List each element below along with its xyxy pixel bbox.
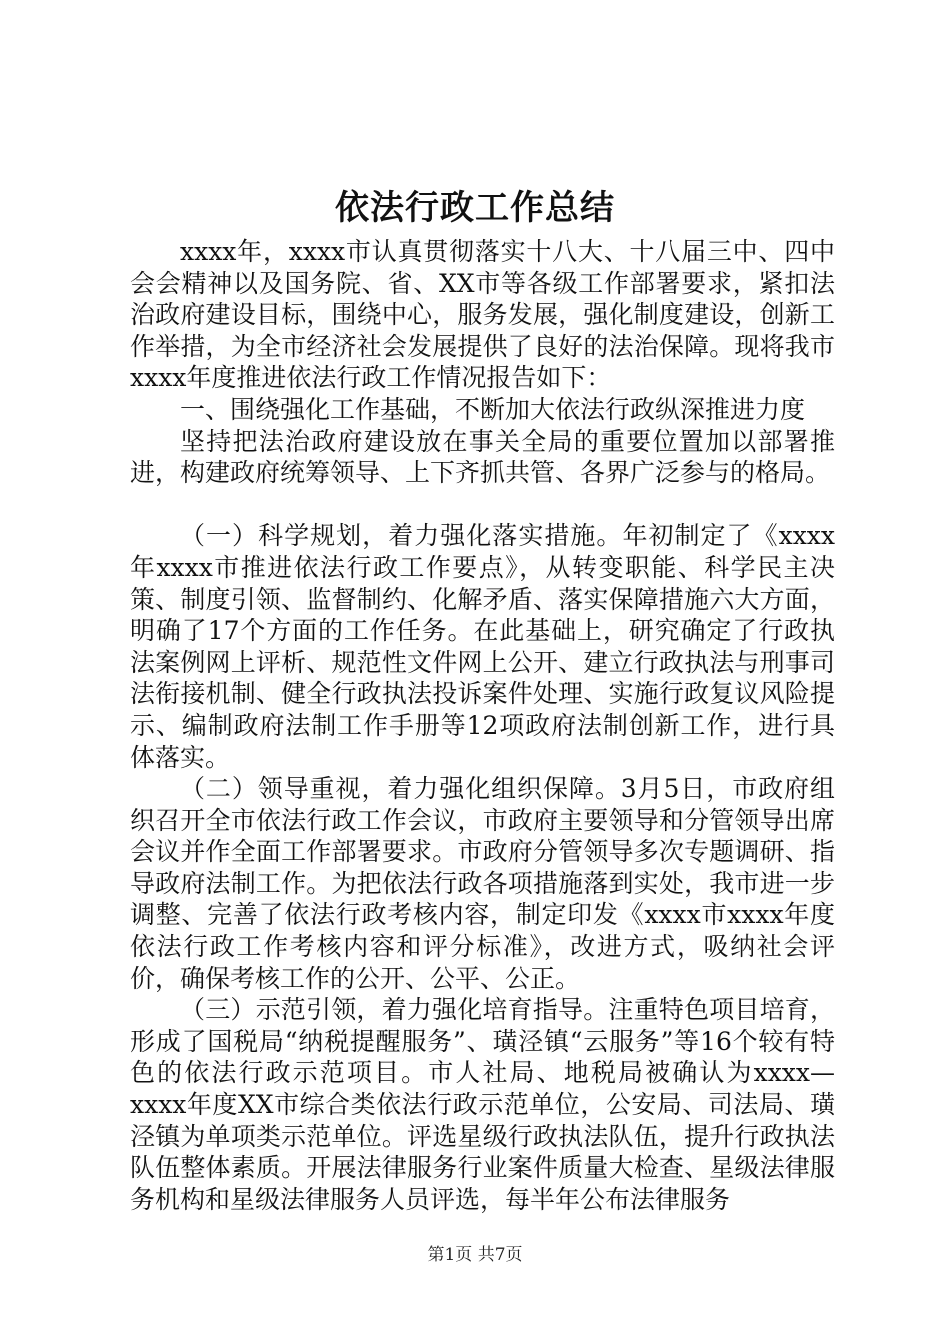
- page-number-footer: 第1页 共7页: [427, 1245, 523, 1265]
- section-heading-1: 一、围绕强化工作基础，不断加大依法行政纵深推进力度: [180, 394, 806, 424]
- document-body: [130, 236, 835, 1215]
- subsection-1-paragraph: （一）科学规划，着力强化落实措施。年初制定了《xxxx年xxxx市推进依法行政工作要点》，从转变职能、科学民主决策、制度引领、监督制约、化解矛盾、落实保障措施六大方面，明确了17个方面的工作任务。在此基础上，研究确定了行政执法案例网上评析、规范性文件网上公开、建立行政执法与刑事司法衔接机制、健全行政执法投诉案件处理、实施行政复议风险提示、编制政府法制工作手册等12项政府法制创新工作，进行具体落实。: [130, 521, 835, 772]
- section-1-intro-paragraph: 坚持把法治政府建设放在事关全局的重要位置加以部署推进，构建政府统筹领导、上下齐抓共管、各界广泛参与的格局。: [130, 426, 835, 488]
- subsection-3-paragraph: （三）示范引领，着力强化培育指导。注重特色项目培育，形成了国税局“纳税提醒服务”、璜泾镇“云服务”等16个较有特色的依法行政示范项目。市人社局、地税局被确认为xxxx—xxxx年度XX市综合类依法行政示范单位，公安局、司法局、璜泾镇为单项类示范单位。评选星级行政执法队伍，提升行政执法队伍整体素质。开展法律服务行业案件质量大检查、星级法律服务机构和星级法律服务人员评选，每半年公布法律服务: [130, 995, 835, 1214]
- intro-paragraph: xxxx年，xxxx市认真贯彻落实十八大、十八届三中、四中会会精神以及国务院、省、XX市等各级工作部署要求，紧扣法治政府建设目标，围绕中心，服务发展，强化制度建设，创新工作举措，为全市经济社会发展提供了良好的法治保障。现将我市xxxx年度推进依法行政工作情况报告如下：: [130, 237, 835, 393]
- subsection-2-paragraph: （二）领导重视，着力强化组织保障。3月5日，市政府组织召开全市依法行政工作会议，市政府主要领导和分管领导出席会议并作全面工作部署要求。市政府分管领导多次专题调研、指导政府法制工作。为把依法行政各项措施落到实处，我市进一步调整、完善了依法行政考核内容，制定印发《xxxx市xxxx年度依法行政工作考核内容和评分标准》，改进方式，吸纳社会评价，确保考核工作的公开、公平、公正。: [130, 774, 835, 993]
- document-title: 依法行政工作总结: [335, 188, 615, 228]
